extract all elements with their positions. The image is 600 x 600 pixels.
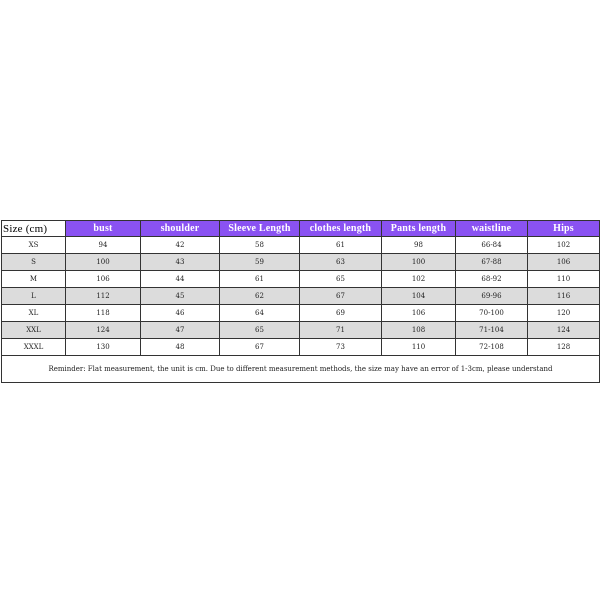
table-cell: 100: [382, 254, 456, 271]
table-cell: 124: [528, 322, 600, 339]
column-header-bust: bust: [66, 221, 141, 237]
size-label: XXL: [2, 322, 66, 339]
table-cell: 43: [141, 254, 220, 271]
table-cell: 116: [528, 288, 600, 305]
table-row: [2, 305, 600, 322]
size-label: XL: [2, 305, 66, 322]
table-cell: 71-104: [456, 322, 528, 339]
table-cell: 108: [382, 322, 456, 339]
column-header-shoulder: shoulder: [141, 221, 220, 237]
table-row: [2, 271, 600, 288]
table-cell: 46: [141, 305, 220, 322]
table-row: [2, 237, 600, 254]
table-cell: 67: [300, 288, 382, 305]
table-cell: 110: [528, 271, 600, 288]
table-cell: 66-84: [456, 237, 528, 254]
reminder-row: [2, 356, 600, 383]
table-cell: 112: [66, 288, 141, 305]
table-cell: 102: [382, 271, 456, 288]
size-label: M: [2, 271, 66, 288]
table-cell: 48: [141, 339, 220, 356]
table-cell: 59: [220, 254, 300, 271]
table-cell: 94: [66, 237, 141, 254]
size-label: XXXL: [2, 339, 66, 356]
size-label: S: [2, 254, 66, 271]
table-cell: 69: [300, 305, 382, 322]
column-header-waistline: waistline: [456, 221, 528, 237]
table-cell: 47: [141, 322, 220, 339]
header-row: [2, 221, 600, 237]
table-cell: 100: [66, 254, 141, 271]
table-cell: 120: [528, 305, 600, 322]
table-row: [2, 288, 600, 305]
column-header-clothes-length: clothes length: [300, 221, 382, 237]
table-cell: 104: [382, 288, 456, 305]
table-cell: 118: [66, 305, 141, 322]
table-cell: 128: [528, 339, 600, 356]
table-cell: 106: [528, 254, 600, 271]
table-row: [2, 254, 600, 271]
table-cell: 64: [220, 305, 300, 322]
table-cell: 67: [220, 339, 300, 356]
table-cell: 61: [220, 271, 300, 288]
table-cell: 69-96: [456, 288, 528, 305]
size-label: L: [2, 288, 66, 305]
reminder-note: Reminder: Flat measurement, the unit is cm. Due to different measurement methods, the size may have an error of 1-3cm, please understand: [2, 356, 600, 383]
table-cell: 106: [66, 271, 141, 288]
table-cell: 102: [528, 237, 600, 254]
table-cell: 72-108: [456, 339, 528, 356]
table-cell: 106: [382, 305, 456, 322]
table-cell: 65: [220, 322, 300, 339]
table-cell: 65: [300, 271, 382, 288]
column-header-hips: Hips: [528, 221, 600, 237]
table-cell: 44: [141, 271, 220, 288]
table-cell: 42: [141, 237, 220, 254]
table-cell: 124: [66, 322, 141, 339]
column-header-sleeve-length: Sleeve Length: [220, 221, 300, 237]
table-cell: 68-92: [456, 271, 528, 288]
table-cell: 110: [382, 339, 456, 356]
table-cell: 98: [382, 237, 456, 254]
table-cell: 61: [300, 237, 382, 254]
size-label: XS: [2, 237, 66, 254]
table-row: [2, 339, 600, 356]
table-cell: 63: [300, 254, 382, 271]
table-cell: 62: [220, 288, 300, 305]
table-cell: 45: [141, 288, 220, 305]
table-cell: 73: [300, 339, 382, 356]
table-cell: 71: [300, 322, 382, 339]
table-cell: 58: [220, 237, 300, 254]
column-header-pants-length: Pants length: [382, 221, 456, 237]
table-cell: 70-100: [456, 305, 528, 322]
table-cell: 67-88: [456, 254, 528, 271]
table-row: [2, 322, 600, 339]
size-chart-table: [1, 220, 600, 383]
size-column-header: Size (cm): [2, 221, 66, 237]
table-cell: 130: [66, 339, 141, 356]
